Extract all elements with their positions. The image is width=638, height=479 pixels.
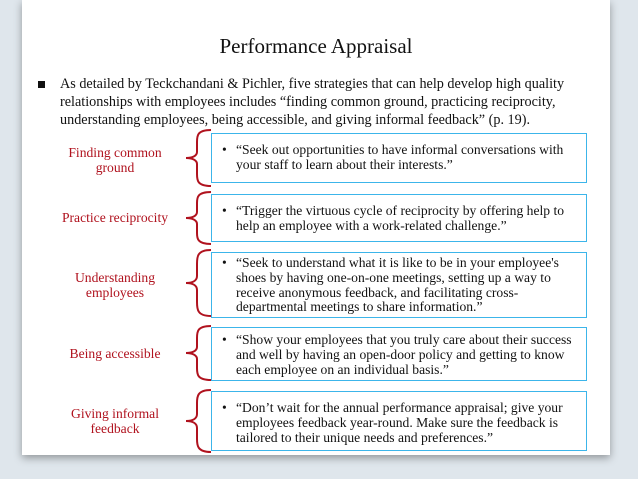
strategy-label-practice-reciprocity: Practice reciprocity [61,210,169,225]
brace-icon [179,324,215,382]
intro-text: As detailed by Teckchandani & Pichler, five strategies that can help develop high quality relationships with employees includes “finding common ground, practicing reciprocity, understanding employees, being accessible, and giving informal feedback” (p. 19). [60,76,565,128]
square-bullet-icon [38,81,45,88]
bullet-dot-icon: • [222,332,227,347]
strategy-label-finding-common-ground: Finding common ground [68,145,162,175]
strategy-box-giving-informal-feedback [211,391,587,451]
strategy-label-understanding-employees: Understanding employees [74,270,156,300]
strategy-label-being-accessible: Being accessible [69,346,161,361]
strategy-label-giving-informal-feedback: Giving informal feedback [71,406,159,436]
strategy-box-finding-common-ground [211,133,587,183]
strategy-box-understanding-employees [211,252,587,318]
strategy-text: “Don’t wait for the annual performance appraisal; give your employees feedback year-round. Make sure the feedback is tailored to their unique needs and preferences.” [236,400,563,445]
strategy-text: “Show your employees that you truly care about their success and well by having an open-door policy and getting to know each employee on an individual basis.” [236,332,572,377]
bullet-dot-icon: • [222,142,227,157]
brace-icon [179,128,215,188]
slide-title: Performance Appraisal [219,34,413,58]
bullet-dot-icon: • [222,255,227,270]
strategy-box-being-accessible [211,327,587,381]
strategy-text: “Seek out opportunities to have informal conversations with your staff to learn about their interests.” [236,142,564,172]
bullet-dot-icon: • [222,203,227,218]
strategy-text: “Seek to understand what it is like to be in your employee's shoes by having one-on-one meetings, setting up a way to receive anonymous feedback, and facilitating cross-departmental meetings to share information.” [236,255,559,315]
slide [22,0,610,455]
brace-icon [179,190,215,246]
strategy-box-practice-reciprocity [211,194,587,242]
strategy-text: “Trigger the virtuous cycle of reciprocity by offering help to help an employee with a work-related challenge.” [236,203,565,233]
brace-icon [179,248,215,318]
brace-icon [179,388,215,454]
bullet-dot-icon: • [222,400,227,415]
